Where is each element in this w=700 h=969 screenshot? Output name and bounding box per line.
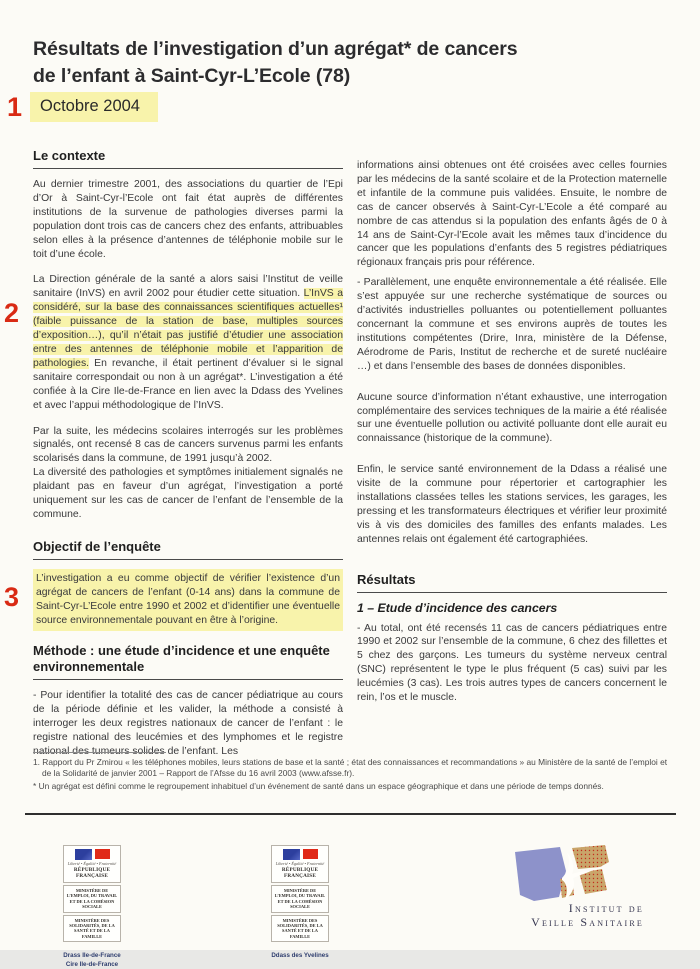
context-2-post: En revanche, il était pertinent d’évaluer si le signal sanitaire correspondait ou non à un agrégat*. L’investigation a été confiée à la Cire Ile-de-France en lien avec la Ddass des Yvelines et avec l’appui méthodologique de l’InVS. — [33, 357, 343, 411]
paragraph-context-3b: La diversité des pathologies et symptômes initialement signalés ne plaidant pas en faveur d’un agrégat, l’investigation a porté uniquement sur les cas de cancer de l’enfant de l’ensemble de la commune. — [33, 467, 343, 520]
ministry-employment-label: MINISTÈRE DE L’EMPLOI, DU TRAVAIL ET DE LA COHÉSION SOCIALE — [271, 885, 329, 913]
paragraph-context-3a: Par la suite, les médecins scolaires interrogés sur les problèmes signalés, ont recensé 8 cas de cancers survenus parmi les enfants scolarisés dans la commune, de 1991 jusqu’à 2002. — [33, 425, 343, 465]
footnote-rule — [33, 752, 166, 753]
invs-wordmark-line1: Institut de — [568, 901, 644, 915]
flag-blue-icon — [75, 849, 92, 860]
logo-caption-ddass: Ddass des Yvelines — [271, 952, 329, 960]
paragraph-context-2 — [33, 273, 343, 412]
invs-logo-icon — [512, 845, 638, 903]
invs-wordmark — [504, 903, 644, 928]
ministry-logo-drass — [63, 845, 121, 969]
annotation-marker-2: 2 — [4, 298, 20, 328]
page-title-line2: de l’enfant à Saint-Cyr-L’Ecole (78) — [33, 64, 351, 87]
footnotes — [33, 752, 673, 795]
section-heading-context: Le contexte — [33, 148, 343, 169]
flag-red-icon — [95, 849, 110, 859]
paragraph-context-1: Au dernier trimestre 2001, des associations du quartier de l’Epi d’Or à Saint-Cyr-l’Ecole ont fait état auprès de différentes institutions de la survenue de pathologies diverses parmi la population dont trois cas de cancers chez des enfants, attribuables selon elles à la présence d’antennes de téléphonie mobile sur le toit d’une école. — [33, 179, 343, 260]
paragraph-results-incidence: - Au total, ont été recensés 11 cas de cancers pédiatriques entre 1990 et 2002 sur l’ensemble de la commune, 6 chez des fillettes et 5 chez des garçons. Les tumeurs du système nerveux central (SNC) représentent le type le plus fréquent (5 cas) suivi par les leucémies (3 cas). Les trois autres types de cancers concernent le rein, l’os et le muscle. — [357, 622, 667, 704]
footnote-asterisk: * Un agrégat est défini comme le regroupement inhabituel d’un événement de santé dans un espace géographique et dans une période de temps donnés. — [33, 781, 604, 792]
french-flag-icon — [65, 847, 119, 860]
flag-red-icon — [303, 849, 318, 859]
section-heading-results: Résultats — [357, 572, 667, 593]
paragraph-information-sources: Aucune source d’information n’étant exhaustive, une interrogation complémentaire des services techniques de la mairie a été réalisée sur une éventuelle pollution ou activité polluante dont elle aurait eu connaissance (historique de la commune). — [357, 391, 667, 445]
context-2-pre: La Direction générale de la santé a alors saisi l’Institut de veille sanitaire (InVS) en avril 2002 pour étudier cette situation. — [33, 274, 343, 300]
paragraph-site-visit: Enfin, le service santé environnement de la Ddass a réalisé une visite de la commune pour répertorier et cartographier les installations classées telles les stations services, les garages, les pressing et les transformateurs électriques et vérifier leur proximité vis à vis des domiciles des familles des enfants malades. Les antennes relais ont également été cartographiées. — [357, 464, 667, 545]
invs-wordmark-line2: Veille Sanitaire — [531, 914, 644, 929]
republic-emblem-box — [271, 845, 329, 883]
annotation-marker-1: 1 — [7, 92, 23, 122]
page-title-line1: Résultats de l’investigation d’un agrégat* de cancers — [33, 38, 518, 60]
context-2-highlighted: L’InVS a considéré, sur la base des connaissances scientifiques actuelles¹ (faible puissance de la station de base, multiples sources d’exposition…), qu’il n’était pas justifié d’étudier une association entre des antennes de téléphonie mobile et l’apparition de pathologies. — [33, 288, 343, 369]
paragraph-environmental-survey: - Parallèlement, une enquête environnementale a été réalisée. Elle s’est appuyée sur une recherche systématique de sources ou d’activités industrielles polluantes ou potentiellement polluantes concernant la commune et ses environs auprès de toutes les institutions compétentes (Drire, Inra, ministère de la Défense, Aérodrome de Paris, Institut de recherche et de sureté nucléaire …) et dans l’ensemble des bases de données disponibles. — [357, 277, 667, 372]
flag-blue-icon — [283, 849, 300, 860]
paragraph-method: - Pour identifier la totalité des cas de cancer pédiatrique au cours de la période définie et les valider, la méthode a consisté à interroger les deux registres nationaux de cancer de l’enfant : le registre national des leucémies et des lymphomes et le registre national des tumeurs solides de l’enfant. Les — [33, 690, 343, 758]
invs-logo — [504, 845, 654, 928]
footnote-1: 1. Rapport du Pr Zmirou « les téléphones mobiles, leurs stations de base et la santé ; état des connaissances et recommandations » au Ministère de la santé de l’emploi et de la Solidarité de janvier 2001 – Rapport de l’Afsse du 16 avril 2003 (www.afsse.fr). — [33, 757, 668, 778]
republic-motto: Liberté • Égalité • Fraternité — [275, 861, 325, 866]
republic-motto: Liberté • Égalité • Fraternité — [67, 861, 117, 866]
ministry-employment-label: MINISTÈRE DE L’EMPLOI, DU TRAVAIL ET DE LA COHÉSION SOCIALE — [63, 885, 121, 913]
section-heading-method: Méthode : une étude d’incidence et une enquête environnementale — [33, 643, 343, 680]
republic-emblem-box — [63, 845, 121, 883]
republic-name: RÉPUBLIQUE FRANÇAISE — [73, 867, 111, 879]
caption-drass-line1: Drass Ile-de-France — [63, 952, 121, 960]
page-title — [33, 36, 653, 89]
republic-name: RÉPUBLIQUE FRANÇAISE — [281, 867, 319, 879]
left-column — [33, 148, 343, 759]
french-flag-icon — [273, 847, 327, 860]
publication-date: Octobre 2004 — [30, 92, 158, 122]
content-columns — [33, 148, 667, 759]
right-column — [357, 148, 667, 759]
section-heading-objective: Objectif de l’enquête — [33, 539, 343, 560]
ministry-health-label: MINISTÈRE DES SOLIDARITÉS, DE LA SANTÉ ET DE LA FAMILLE — [271, 915, 329, 943]
paragraph-method-continuation: informations ainsi obtenues ont été croisées avec celles fournies par les médecins de la santé scolaire et de la Protection maternelle et infantile de la commune puis validées. Ensuite, le nombre de cas de cancer observés à Saint-Cyr-L’Ecole a été comparé au nombre de cas attendus si la population des enfants âgés de 0 à 14 ans de Saint-Cyr-l’Ecole avait les mêmes taux d’incidence du cancer que les populations d’enfants des 5 registres pédiatriques régionaux français pris pour référence. — [357, 160, 667, 269]
subsection-heading-incidence: 1 – Etude d’incidence des cancers — [357, 600, 558, 615]
paragraph-objective-highlighted: L’investigation a eu comme objectif de vérifier l’existence d’un agrégat de cancers de l’enfant (0-14 ans) dans la commune de Saint-Cyr-L’Ecole entre 1990 et 2002 et d’identifier une éventuelle source environnementale pouvant en être à l’origine. — [33, 569, 343, 632]
ministry-logo-ddass — [271, 845, 329, 960]
footer-divider — [25, 813, 676, 815]
ministry-health-label: MINISTÈRE DES SOLIDARITÉS, DE LA SANTÉ ET DE LA FAMILLE — [63, 915, 121, 943]
annotation-marker-3: 3 — [4, 582, 20, 612]
logo-caption-drass — [63, 951, 121, 969]
caption-drass-line2: Cire Ile-de-France — [65, 961, 119, 969]
